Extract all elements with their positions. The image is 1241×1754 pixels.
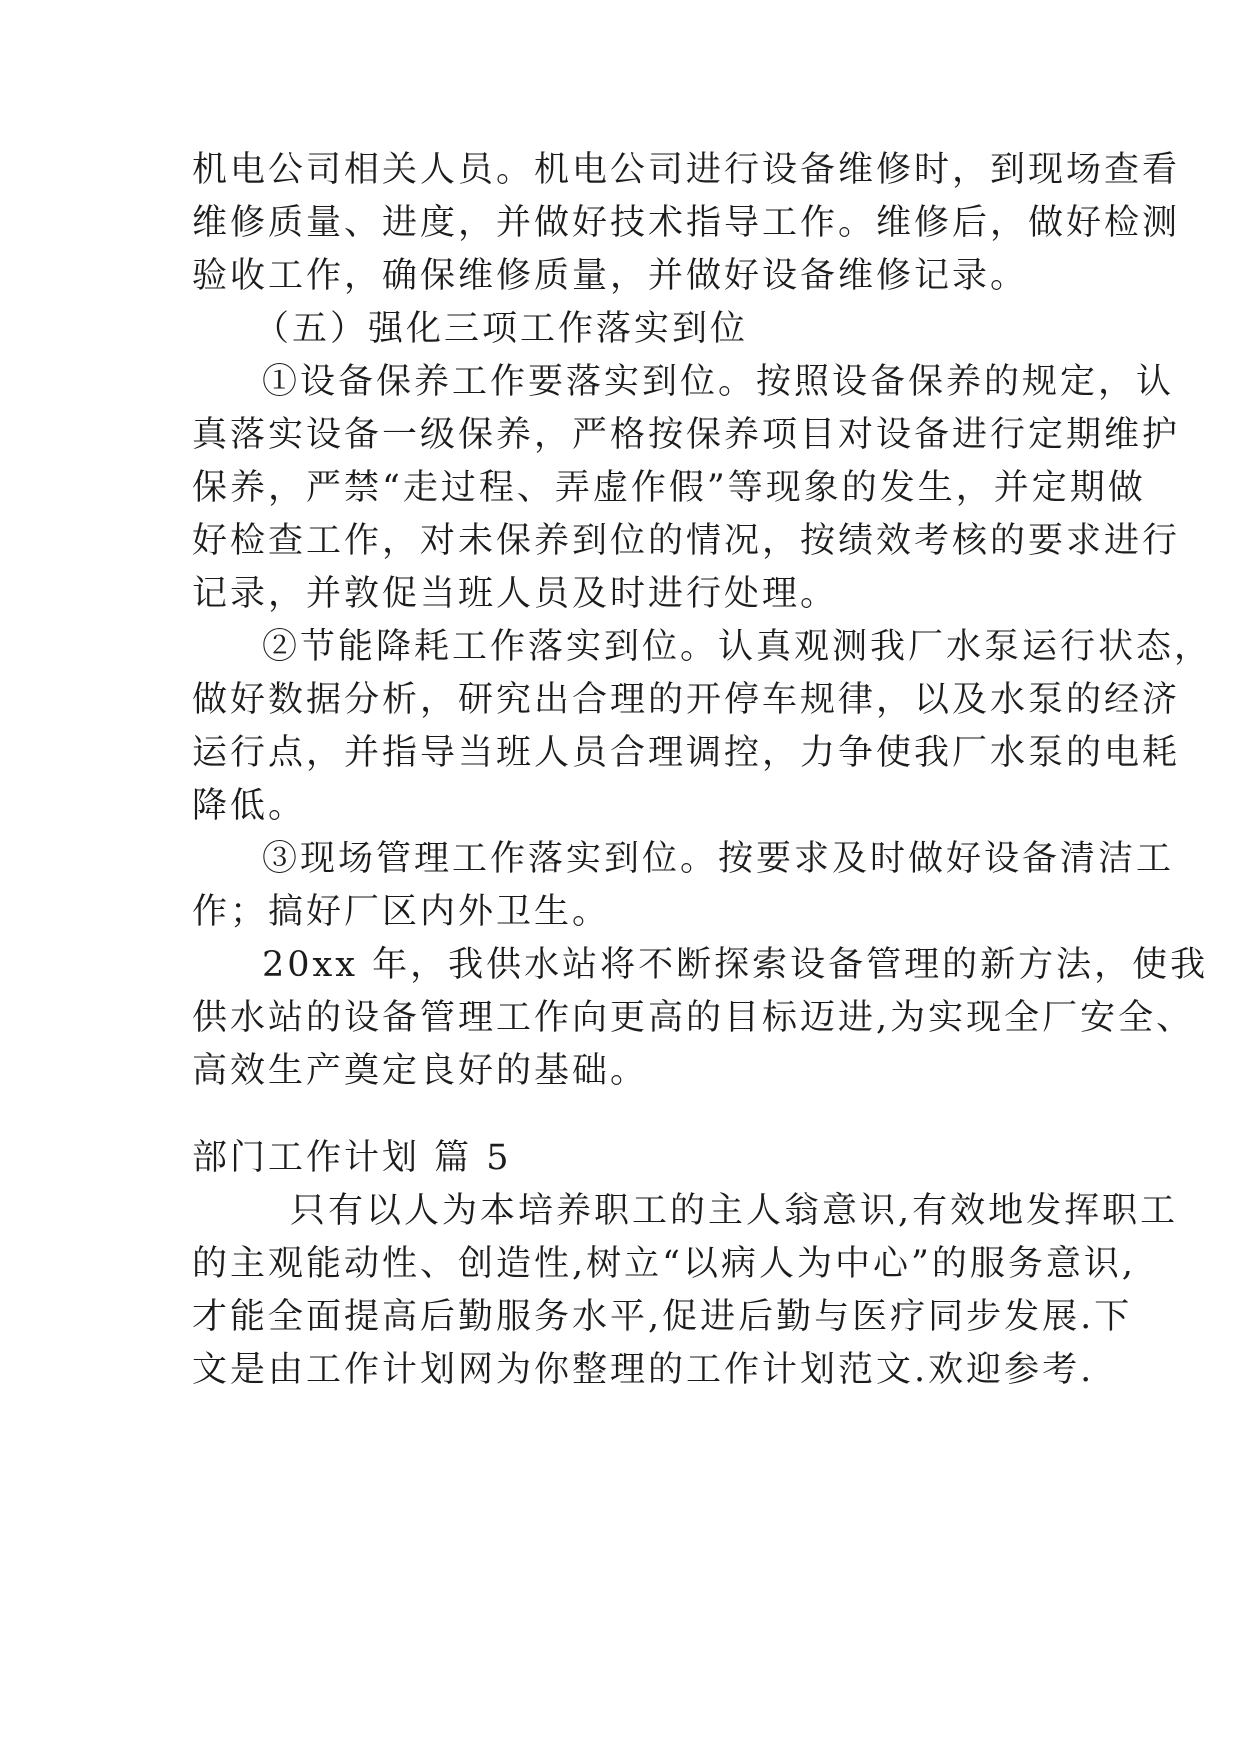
paragraph-line: 运行点，并指导当班人员合理调控，力争使我厂水泵的电耗: [192, 733, 1181, 773]
paragraph-line: ②节能降耗工作落实到位。认真观测我厂水泵运行状态，: [262, 627, 1213, 667]
paragraph-line: 文是由工作计划网为你整理的工作计划范文.欢迎参考.: [192, 1350, 1095, 1390]
paragraph-line: 高效生产奠定良好的基础。: [192, 1051, 649, 1091]
section-heading: （五）强化三项工作落实到位: [254, 309, 749, 349]
paragraph-line: 机电公司相关人员。机电公司进行设备维修时，到现场查看: [192, 150, 1181, 190]
paragraph-line: 记录，并敦促当班人员及时进行处理。: [192, 574, 839, 614]
paragraph-line: 才能全面提高后勤服务水平,促进后勤与医疗同步发展.下: [192, 1297, 1133, 1337]
paragraph-line: 只有以人为本培养职工的主人翁意识,有效地发挥职工: [290, 1191, 1179, 1231]
paragraph-line: ①设备保养工作要落实到位。按照设备保养的规定，认: [262, 362, 1175, 402]
paragraph-line: 维修质量、进度，并做好技术指导工作。维修后，做好检测: [192, 203, 1181, 243]
paragraph-line: 验收工作，确保维修质量，并做好设备维修记录。: [192, 256, 1029, 296]
paragraph-line: 真落实设备一级保养，严格按保养项目对设备进行定期维护: [192, 415, 1181, 455]
paragraph-line: 降低。: [192, 786, 307, 826]
paragraph-line: 保养，严禁“走过程、弄虚作假”等现象的发生，并定期做: [192, 468, 1146, 508]
paragraph-line: 的主观能动性、创造性,树立“以病人为中心”的服务意识,: [192, 1244, 1137, 1284]
paragraph-line: 供水站的设备管理工作向更高的目标迈进,为实现全厂安全、: [192, 998, 1195, 1038]
paragraph-line: ③现场管理工作落实到位。按要求及时做好设备清洁工: [262, 839, 1175, 879]
paragraph-line: 20xx 年，我供水站将不断探索设备管理的新方法，使我: [262, 945, 1209, 985]
section-title: 部门工作计划 篇 5: [192, 1138, 512, 1178]
paragraph-line: 好检查工作，对未保养到位的情况，按绩效考核的要求进行: [192, 521, 1181, 561]
paragraph-line: 做好数据分析，研究出合理的开停车规律，以及水泵的经济: [192, 680, 1181, 720]
paragraph-line: 作；搞好厂区内外卫生。: [192, 892, 611, 932]
